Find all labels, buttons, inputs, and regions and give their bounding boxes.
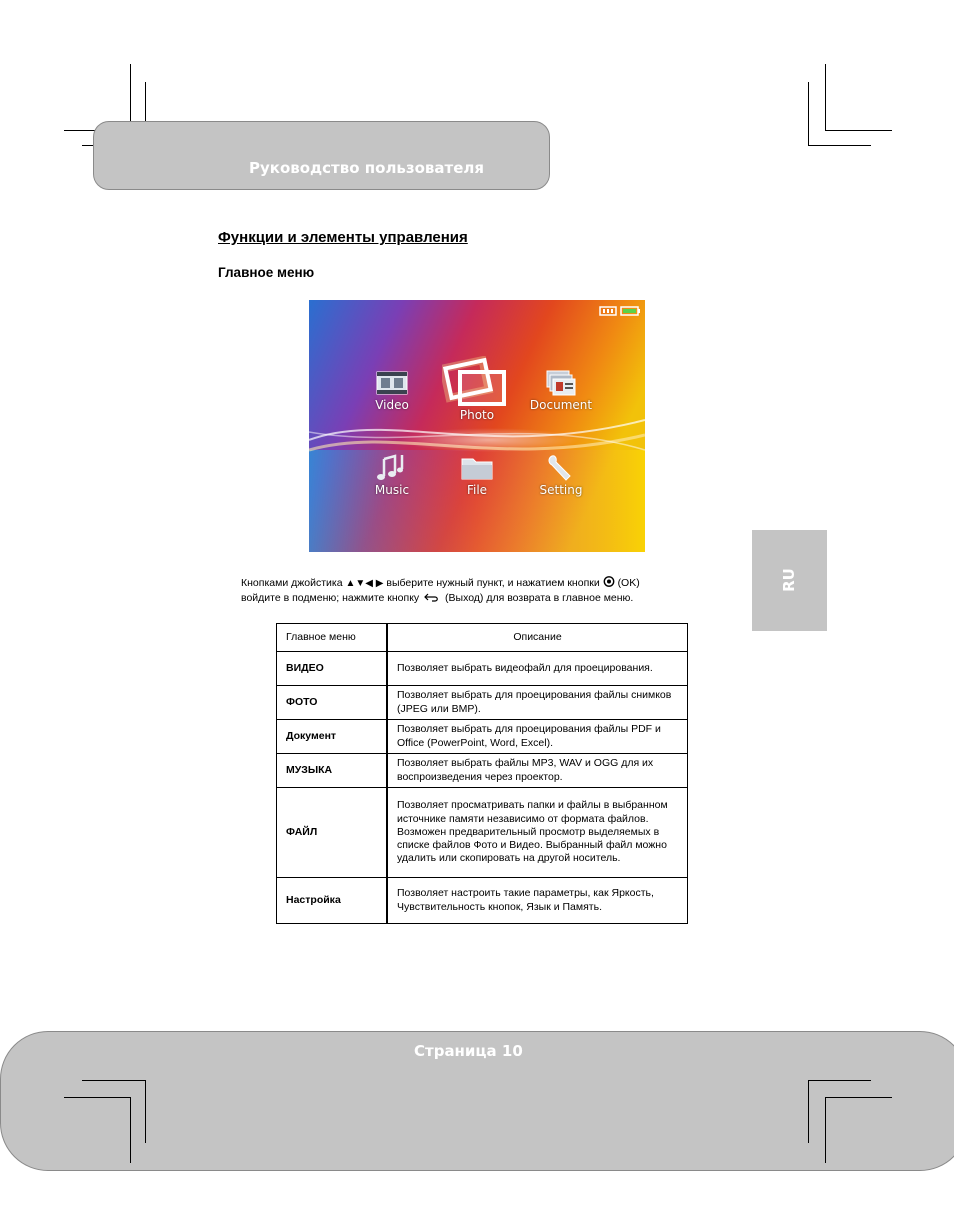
ok-button-icon — [603, 576, 615, 587]
row-name: ВИДЕО — [277, 652, 388, 686]
section-title: Функции и элементы управления — [218, 229, 468, 246]
row-name: МУЗЫКА — [277, 754, 388, 788]
header-title: Руководство пользователя — [249, 159, 485, 177]
music-icon — [375, 453, 409, 483]
row-name: ФАЙЛ — [277, 788, 388, 878]
row-description: Позволяет выбрать файлы MP3, WAV и OGG для их воспроизведения через проектор. — [387, 754, 688, 788]
menu-label: Photo — [459, 408, 495, 422]
table-row — [277, 754, 688, 788]
crop-mark — [64, 1097, 130, 1098]
table-row — [277, 878, 688, 924]
row-description: Позволяет выбрать для проецирования файлы снимков (JPEG или BMP). — [387, 686, 688, 720]
folder-icon — [460, 453, 494, 483]
crop-mark — [825, 1097, 892, 1098]
header-description: Описание — [387, 624, 688, 652]
table-row — [277, 686, 688, 720]
menu-item-file[interactable] — [432, 453, 522, 497]
menu-label: File — [466, 483, 488, 497]
crop-mark — [145, 1080, 146, 1143]
row-description: Позволяет выбрать для проецирования файлы PDF и Office (PowerPoint, Word, Excel). — [387, 720, 688, 754]
header-menu: Главное меню — [277, 624, 388, 652]
crop-mark — [808, 82, 809, 145]
screen-background — [309, 300, 645, 552]
main-menu-screenshot — [309, 300, 645, 552]
row-description: Позволяет выбрать видеофайл для проецирования. — [387, 652, 688, 686]
row-name: ФОТО — [277, 686, 388, 720]
instr-text: выберите нужный пункт, и нажатием кнопки — [386, 577, 600, 589]
photo-icon — [442, 356, 512, 408]
instr-text: войдите в подменю; нажмите кнопку — [241, 592, 420, 604]
crop-mark — [130, 1097, 131, 1163]
language-label: RU — [780, 568, 798, 592]
instr-text: Кнопками джойстика — [241, 577, 343, 589]
header-tab — [93, 121, 550, 190]
battery-icon — [621, 307, 640, 315]
row-description: Позволяет просматривать папки и файлы в выбранном источнике памяти независимо от формата файлов. Возможен предварительный просмотр выделяемых в списке файлов Фото и Видео. Выбранный файл можно удалить или скопировать на другой носитель. — [387, 788, 688, 878]
crop-mark — [82, 1080, 145, 1081]
film-icon — [375, 368, 409, 398]
wrench-icon — [544, 453, 578, 483]
table-header — [277, 624, 688, 652]
menu-item-setting[interactable] — [516, 453, 606, 497]
row-description: Позволяет настроить такие параметры, как Яркость, Чувствительность кнопок, Язык и Память. — [387, 878, 688, 924]
crop-mark — [825, 64, 826, 130]
language-tab — [752, 530, 827, 631]
crop-mark — [825, 1097, 826, 1163]
instr-text: (OK) — [617, 577, 640, 589]
memory-card-icon — [600, 307, 616, 315]
row-name: Настройка — [277, 878, 388, 924]
menu-item-photo[interactable] — [432, 356, 522, 422]
document-icon — [544, 368, 578, 398]
crop-mark — [808, 1080, 809, 1143]
table-row — [277, 788, 688, 878]
menu-label: Setting — [539, 483, 583, 497]
crop-mark — [808, 145, 871, 146]
instructions — [241, 576, 761, 605]
menu-label: Video — [375, 398, 409, 412]
table-row — [277, 720, 688, 754]
crop-mark — [808, 1080, 871, 1081]
page-number: Страница 10 — [414, 1042, 523, 1060]
menu-label: Document — [529, 398, 593, 412]
crop-mark — [825, 130, 892, 131]
menu-item-video[interactable] — [347, 368, 437, 412]
instr-text: (Выход) для возврата в главное меню. — [445, 592, 634, 604]
back-arrow-icon — [424, 592, 440, 602]
table-row — [277, 652, 688, 686]
subsection-title: Главное меню — [218, 265, 315, 280]
status-bar — [599, 304, 641, 322]
menu-label: Music — [374, 483, 410, 497]
menu-description-table — [276, 623, 688, 924]
joystick-arrows-icon: ▲▼◀ ▶ — [345, 578, 384, 589]
menu-item-document[interactable] — [516, 368, 606, 412]
row-name: Документ — [277, 720, 388, 754]
menu-item-music[interactable] — [347, 453, 437, 497]
